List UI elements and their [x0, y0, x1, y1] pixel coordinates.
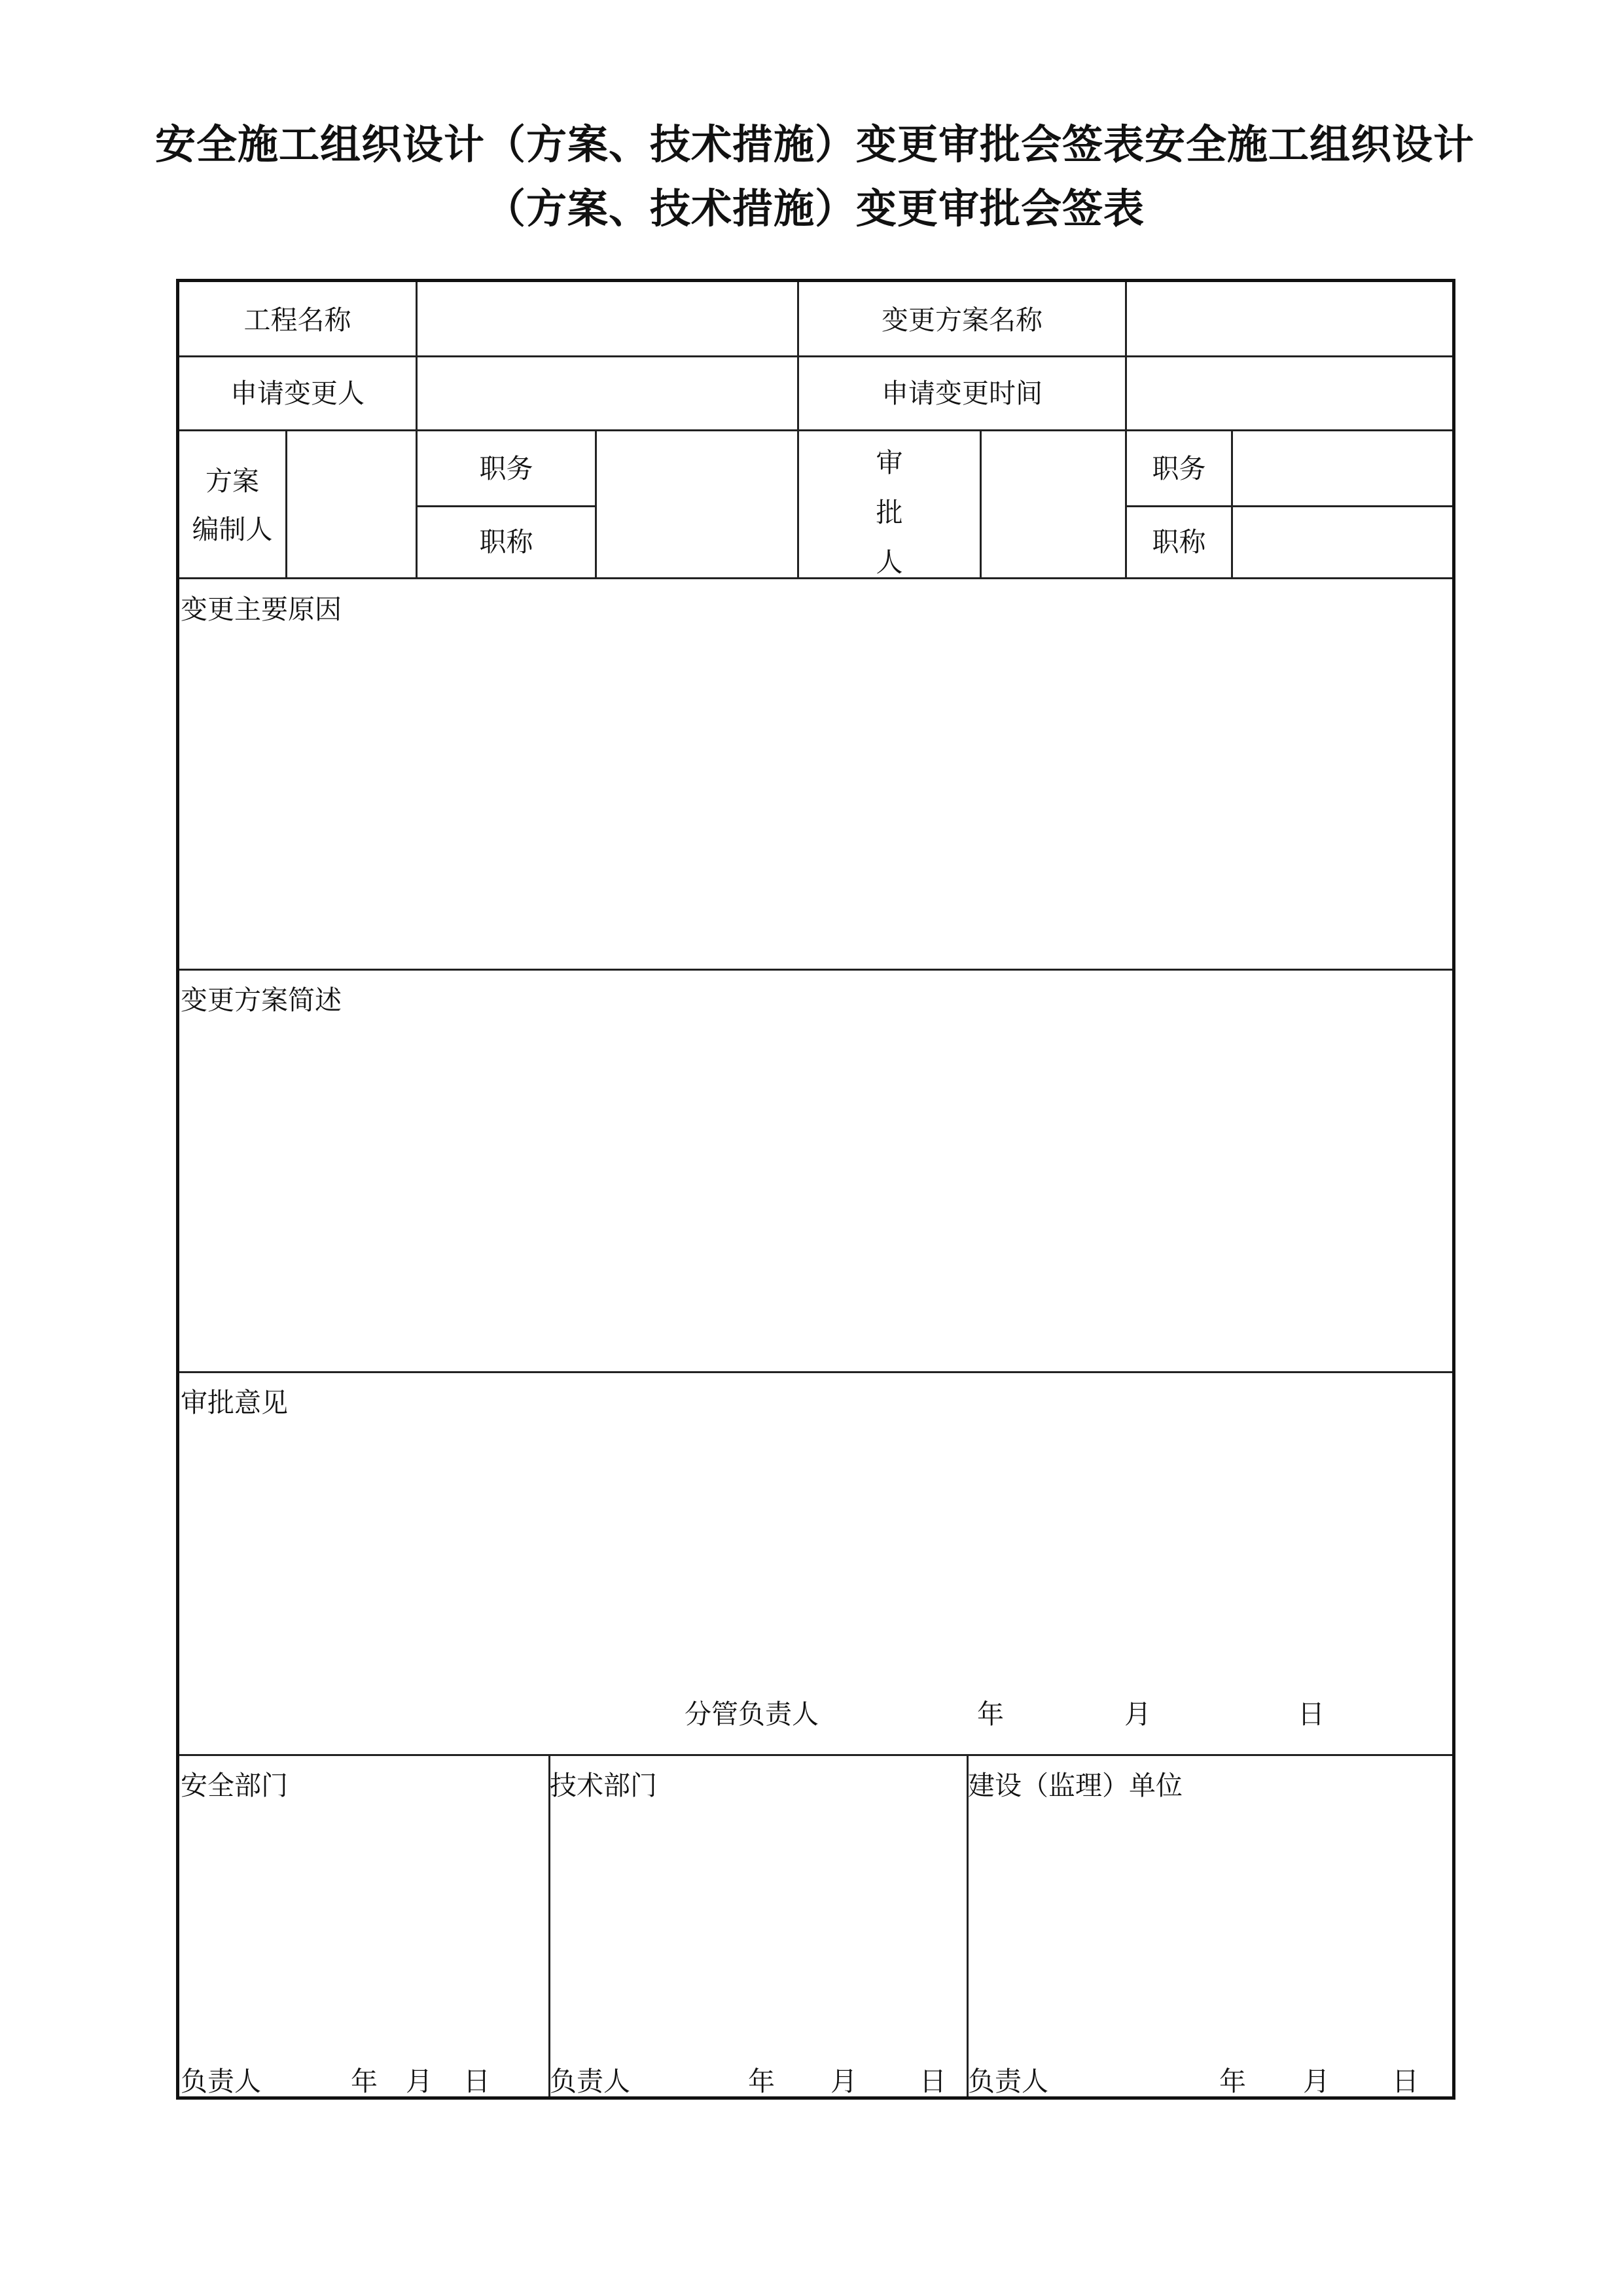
tech-dept-year-label: 年 — [748, 2066, 775, 2097]
tech-dept-day-label: 日 — [919, 2066, 946, 2097]
construction-unit-day-label: 日 — [1392, 2066, 1419, 2097]
grid-line — [967, 1754, 969, 2096]
grid-line — [416, 505, 595, 507]
safety-dept-day-label: 日 — [463, 2066, 490, 2097]
construction-unit-label: 建设（监理）单位 — [968, 1770, 1183, 1801]
applicant-label: 申请变更人 — [230, 378, 365, 409]
approval-opinion-label: 审批意见 — [181, 1387, 288, 1418]
grid-line — [179, 969, 1452, 971]
tech-dept-person-label: 负责人 — [550, 2066, 630, 2097]
approver-name-field[interactable] — [982, 431, 1125, 577]
compiler-position-label: 职务 — [479, 453, 533, 484]
approval-month-label: 月 — [1124, 1698, 1151, 1730]
main-reason-field[interactable] — [179, 629, 1452, 969]
compiler-name-field[interactable] — [287, 431, 416, 577]
approver-position-label: 职务 — [1152, 453, 1206, 484]
approval-person-label: 分管负责人 — [685, 1698, 819, 1730]
compiler-position-field[interactable] — [597, 431, 797, 505]
compiler-label: 方案 — [205, 465, 259, 497]
apply-time-label: 申请变更时间 — [882, 378, 1043, 409]
safety-dept-person-label: 负责人 — [181, 2066, 261, 2097]
approver-position-field[interactable] — [1233, 431, 1452, 505]
plan-summary-field[interactable] — [179, 1020, 1452, 1371]
construction-unit-year-label: 年 — [1219, 2066, 1246, 2097]
tech-dept-month-label: 月 — [830, 2066, 857, 2097]
approver-label: 审 批 人 — [876, 447, 903, 578]
approval-opinion-field[interactable] — [179, 1422, 1452, 1684]
safety-dept-label: 安全部门 — [181, 1770, 288, 1801]
apply-time-field[interactable] — [1127, 357, 1452, 429]
approval-year-label: 年 — [977, 1698, 1004, 1730]
change-plan-name-label: 变更方案名称 — [882, 304, 1043, 336]
construction-unit-person-label: 负责人 — [968, 2066, 1048, 2097]
approval-form — [176, 279, 1455, 2100]
page-title: 安全施工组织设计（方案、技术措施）变更审批会签表安全施工组织设计（方案、技术措施）变更审批会签表 — [154, 120, 1474, 232]
tech-dept-label: 技术部门 — [550, 1770, 657, 1801]
approver-title-field[interactable] — [1233, 507, 1452, 577]
project-name-field[interactable] — [418, 282, 797, 355]
approval-day-label: 日 — [1298, 1698, 1325, 1730]
project-name-label: 工程名称 — [243, 304, 351, 336]
compiler-label: 编制人 — [192, 514, 273, 545]
construction-unit-month-label: 月 — [1303, 2066, 1330, 2097]
applicant-field[interactable] — [418, 357, 797, 429]
change-plan-name-field[interactable] — [1127, 282, 1452, 355]
compiler-title-label: 职称 — [479, 526, 533, 558]
grid-line — [548, 1754, 550, 2096]
approver-title-label: 职称 — [1152, 526, 1206, 558]
compiler-title-field[interactable] — [597, 507, 797, 577]
safety-dept-year-label: 年 — [351, 2066, 378, 2097]
grid-line — [179, 1371, 1452, 1373]
plan-summary-label: 变更方案简述 — [181, 984, 342, 1016]
grid-line — [179, 1754, 1452, 1756]
main-reason-label: 变更主要原因 — [181, 594, 342, 625]
safety-dept-month-label: 月 — [406, 2066, 433, 2097]
